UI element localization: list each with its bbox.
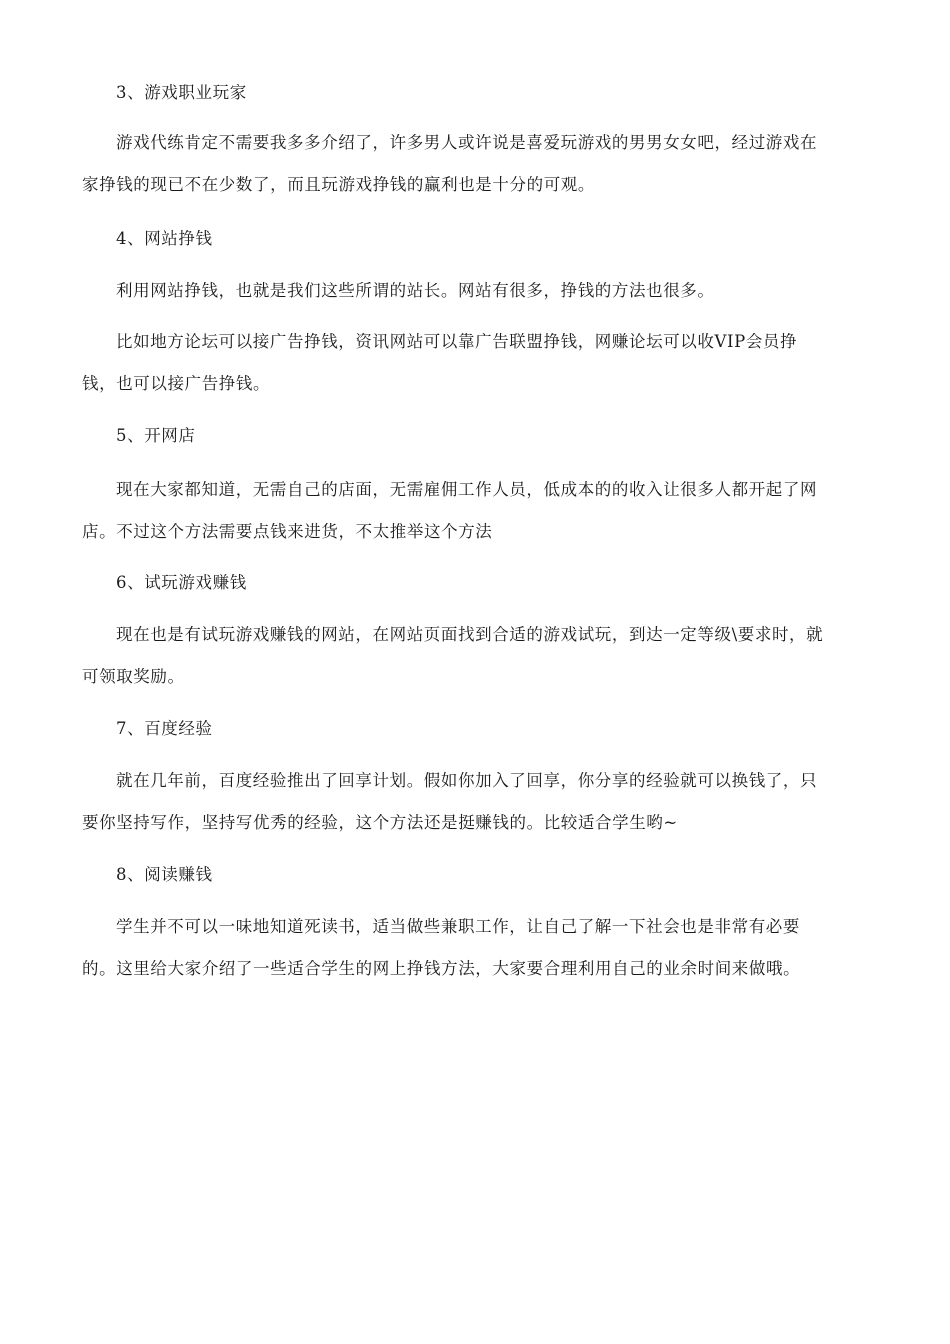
heading-text: 8、阅读赚钱 [116,865,213,884]
paragraph [82,906,872,990]
paragraph [82,321,872,405]
paragraph-line: 比如地方论坛可以接广告挣钱，资讯网站可以靠广告联盟挣钱，网赚论坛可以收VIP会员挣 [116,332,798,351]
paragraph-line: 可领取奖励。 [82,667,185,686]
paragraph-line: 钱，也可以接广告挣钱。 [82,374,271,393]
paragraph-line: 现在也是有试玩游戏赚钱的网站，在网站页面找到合适的游戏试玩，到达一定等级\要求时，就 [116,625,824,644]
paragraph [82,122,872,206]
section-heading [116,72,906,114]
paragraph-line: 学生并不可以一味地知道死读书，适当做些兼职工作，让自己了解一下社会也是非常有必要 [116,917,800,936]
section-heading [116,415,906,457]
paragraph [82,614,872,698]
paragraph-line: 现在大家都知道，无需自己的店面，无需雇佣工作人员，低成本的的收入让很多人都开起了网 [116,480,818,499]
paragraph-line: 游戏代练肯定不需要我多多介绍了，许多男人或许说是喜爱玩游戏的男男女女吧，经过游戏在 [116,133,818,152]
heading-text: 7、百度经验 [116,719,213,738]
paragraph-line: 店。不过这个方法需要点钱来进货，不太推举这个方法 [82,522,493,541]
section-heading [116,218,906,260]
paragraph [82,760,872,844]
heading-text: 3、游戏职业玩家 [116,83,247,102]
heading-text: 4、网站挣钱 [116,229,213,248]
heading-text: 5、开网店 [116,426,196,445]
paragraph-line: 利用网站挣钱，也就是我们这些所谓的站长。网站有很多，挣钱的方法也很多。 [116,281,715,300]
section-heading [116,854,906,896]
paragraph-line: 就在几年前，百度经验推出了回享计划。假如你加入了回享，你分享的经验就可以换钱了，只 [116,771,818,790]
paragraph [82,270,872,312]
section-heading [116,562,906,604]
paragraph-line: 家挣钱的现已不在少数了，而且玩游戏挣钱的赢利也是十分的可观。 [82,175,595,194]
paragraph-line: 要你坚持写作，坚持写优秀的经验，这个方法还是挺赚钱的。比较适合学生哟~ [82,813,678,832]
paragraph [82,469,872,553]
heading-text: 6、试玩游戏赚钱 [116,573,247,592]
section-heading [116,708,906,750]
paragraph-line: 的。这里给大家介绍了一些适合学生的网上挣钱方法，大家要合理利用自己的业余时间来做哦。 [82,959,801,978]
